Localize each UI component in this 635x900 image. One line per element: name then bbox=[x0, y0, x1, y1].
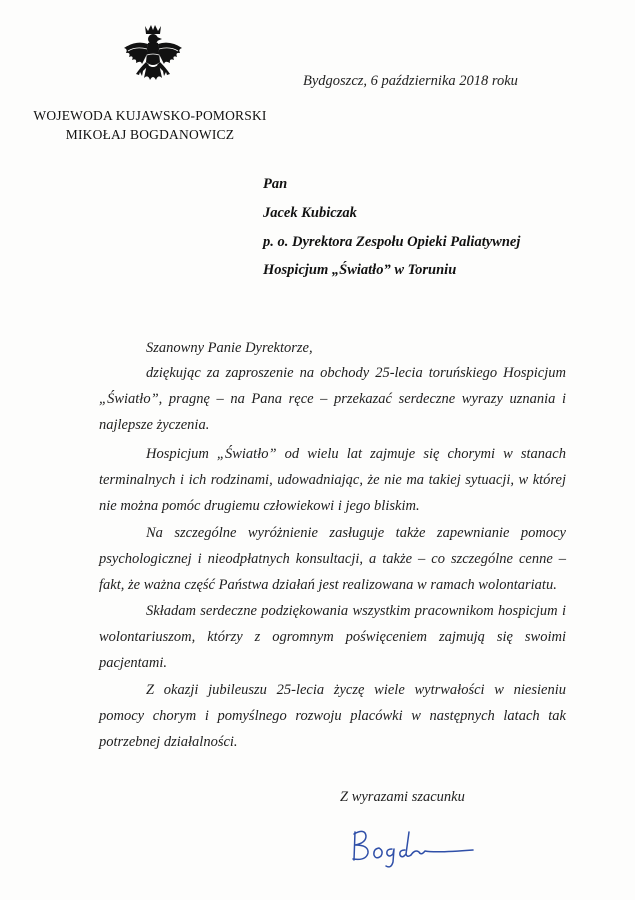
letter-paragraph bbox=[99, 598, 566, 676]
letter-paragraph bbox=[99, 677, 566, 755]
paragraph-text: Hospicjum „Światło” od wielu lat zajmuje się chorymi w stanach terminalnych i ich rodzinami, udowadniając, że nie ma takiej sytuacji, w której nie można pomóc drugiemu człowiekowi i jego bliskim. bbox=[99, 446, 566, 514]
paragraph-text: Na szczególne wyróżnienie zasługuje także zapewnianie pomocy psychologicznej i nieodpłatnych konsultacji, a także – co szczególne cenne – fakt, że ważna część Państwa działań jest realizowana w ramach wolontariatu. bbox=[99, 525, 566, 593]
letter-paragraph bbox=[99, 441, 566, 519]
addressee-honorific: Pan bbox=[263, 176, 288, 192]
sender-title: WOJEWODA KUJAWSKO-POMORSKI bbox=[33, 108, 267, 123]
handwritten-signature bbox=[345, 822, 485, 872]
sender-name: MIKOŁAJ BOGDANOWICZ bbox=[65, 127, 235, 142]
paragraph-text: dziękując za zaproszenie na obchody 25-lecia toruńskiego Hospicjum „Światło”, pragnę – na Pana ręce – przekazać serdeczne wyrazy uznania i najlepsze życzenia. bbox=[99, 365, 566, 433]
letter-salutation: Szanowny Panie Dyrektorze, bbox=[146, 340, 313, 356]
letter-date: Bydgoszcz, 6 października 2018 roku bbox=[303, 73, 518, 89]
paragraph-text: Z okazji jubileuszu 25-lecia życzę wiele wytrwałości w niesieniu pomocy chorym i pomyślnego rozwoju placówki w następnych latach tak potrzebnej działalności. bbox=[99, 682, 566, 750]
letter-paragraph bbox=[99, 360, 566, 438]
addressee-position: p. o. Dyrektora Zespołu Opieki Paliatywnej bbox=[263, 234, 521, 250]
polish-eagle-emblem bbox=[118, 22, 188, 94]
paragraph-text: Składam serdeczne podziękowania wszystkim pracownikom hospicjum i wolontariuszom, którzy z ogromnym poświęceniem zajmują się swoimi pacjentami. bbox=[99, 603, 566, 671]
addressee-name: Jacek Kubiczak bbox=[263, 205, 357, 221]
addressee-institution: Hospicjum „Światło” w Toruniu bbox=[263, 262, 457, 278]
letter-closing: Z wyrazami szacunku bbox=[340, 789, 465, 805]
letter-paragraph bbox=[99, 520, 566, 598]
